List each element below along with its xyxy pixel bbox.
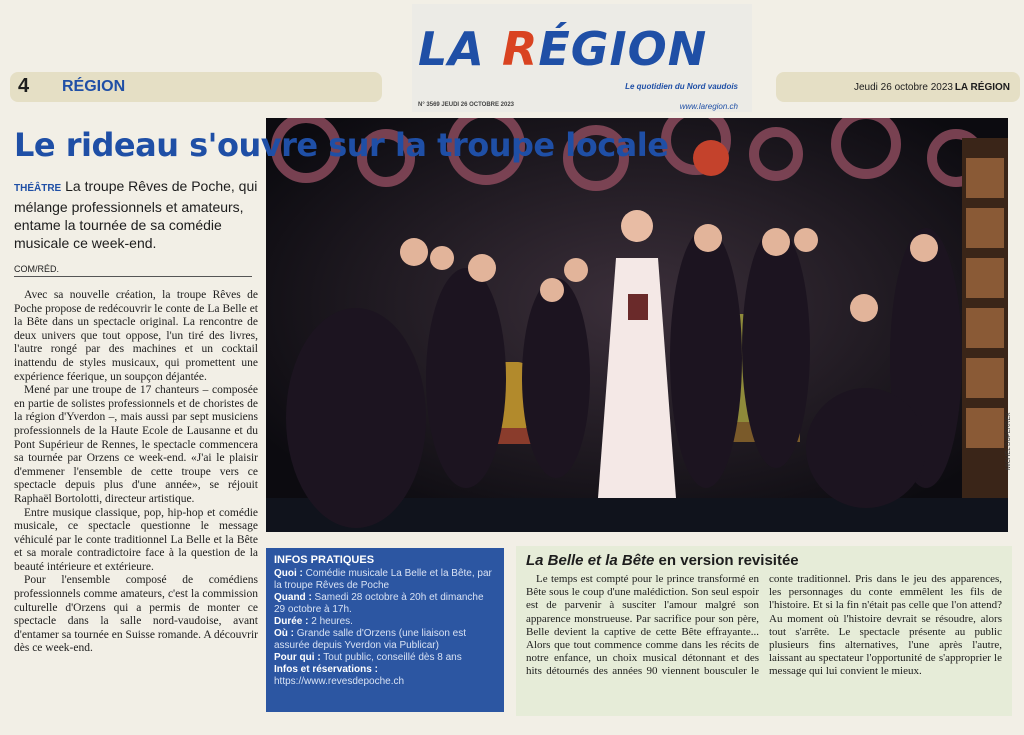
sidebar-article <box>516 546 1012 716</box>
body-paragraph: Avec sa nouvelle création, la troupe Rêves de Poche propose de redécouvrir le conte de La Belle et la Bête dans un spectacle original. La rencontre de deux univers que tout oppose, l'un tiré des livres, l'autre rongé par des machines et un cocktail inattendu de styles musicaux, qui promettent une expérience féerique, un soupçon déjantée. <box>14 289 258 383</box>
lead-text: La troupe Rêves de Poche, qui mélange professionnels et amateurs, entame la tournée de sa comédie musicale ce week-end. <box>14 178 258 251</box>
masthead <box>412 4 752 112</box>
date-header <box>776 72 1020 102</box>
info-row-link[interactable] <box>274 676 496 688</box>
paper-name: LA RÉGION <box>954 82 1010 93</box>
newspaper-logo <box>418 22 707 76</box>
info-row: Où : Grande salle d'Orzens (une liaison est assurée depuis Yverdon via Publicar) <box>274 628 466 651</box>
article-body <box>14 289 258 656</box>
issue-line: N° 3569 JEUDI 26 OCTOBRE 2023 <box>418 102 514 108</box>
stage-photo-illustration <box>266 118 1008 532</box>
body-paragraph: Mené par une troupe de 17 chanteurs – composée en partie de solistes professionnels et de choristes de la région d'Yverdon –, mais aussi par sept musiciens professionnels de la Haute Ecole de Lausanne et du Pont Supérieur de Rennes, le spectacle commencera sa tournée par Orzens ce week-end. «J'ai le plaisir d'emmener l'ensemble de cette troupe vers ce spectacle depuis plus d'une année», se réjouit Raphaël Bortolotti, directeur artistique. <box>14 384 258 505</box>
info-box-title: INFOS PRATIQUES <box>274 554 375 566</box>
article-kicker: THÉÂTRE <box>14 183 62 194</box>
article-credit: COM/RÉD. <box>14 264 59 274</box>
section-header <box>10 72 382 102</box>
page-number: 4 <box>18 75 30 97</box>
article-headline: Le rideau s'ouvre sur la troupe locale <box>14 126 669 164</box>
info-row: Infos et réservations : <box>274 664 378 675</box>
info-box <box>266 548 504 712</box>
section-name: RÉGION <box>62 78 126 95</box>
divider <box>14 276 252 277</box>
photo-credit: MICHEL DUPERREX <box>1006 412 1012 470</box>
website-link[interactable]: www.laregion.ch <box>679 102 738 111</box>
info-row: Durée : 2 heures. <box>274 616 353 627</box>
sidebar-title: La Belle et la Bête en version revisitée <box>526 552 799 569</box>
logo-suffix: ÉGION <box>538 22 708 76</box>
issue-date: Jeudi 26 octobre 2023 <box>854 82 953 93</box>
reservation-link[interactable]: https://www.revesdepoche.ch <box>274 676 405 687</box>
info-row: Quoi : Comédie musicale La Belle et la Bête, par la troupe Rêves de Poche <box>274 568 492 591</box>
stage-photo <box>266 118 1008 532</box>
body-paragraph: Pour l'ensemble composé de comédiens professionnels comme amateurs, c'est la commission culturelle d'Orzens qui a permis de monter ce spectacle dans la salle nord-vaudoise, avant d'entamer sa tournée en Suisse romande. A découvrir dès ce week-end. <box>14 574 258 655</box>
info-row: Pour qui : Tout public, conseillé dès 8 ans <box>274 652 462 663</box>
logo-prefix: LA <box>418 22 502 76</box>
article-lead <box>14 177 264 252</box>
info-row: Quand : Samedi 28 octobre à 20h et dimanche 29 octobre à 17h. <box>274 592 484 615</box>
sidebar-body <box>526 573 1002 679</box>
tagline: Le quotidien du Nord vaudois <box>625 82 738 91</box>
body-paragraph: Entre musique classique, pop, hip-hop et comédie musicale, ce spectacle questionne le message véhiculé par le conte traditionnel La Belle et la Bête et sa morale contradictoire face à la question de la beauté intérieure et extérieure. <box>14 506 258 573</box>
logo-r: R <box>501 22 539 76</box>
sidebar-paragraph: Le temps est compté pour le prince transformé en Bête sous le coup d'une malédiction. Son seul espoir est de parvenir à susciter l'amour malgré son apparence monstrueuse. Par sacrifice pour son père, Belle devient la captive de cette Bête effrayante... Alors que tout commence comme dans les récits de notre enfance, un choix musical détonnant et des hits détournés des années 90 viennent bousculer le conte traditionnel. Pris dans le jeu des apparences, les personnages du conte emmêlent les fils de l'histoire. Et si la fin n'était pas celle que l'on attend? Au moment où l'histoire devrait se résoudre, alors tout s'arrête. Le spectacle présente au public plusieurs fins alternatives, l'une après l'autre, laissant au spectateur l'opportunité de s'approprier le message qui lui convient le mieux. <box>526 573 1002 678</box>
